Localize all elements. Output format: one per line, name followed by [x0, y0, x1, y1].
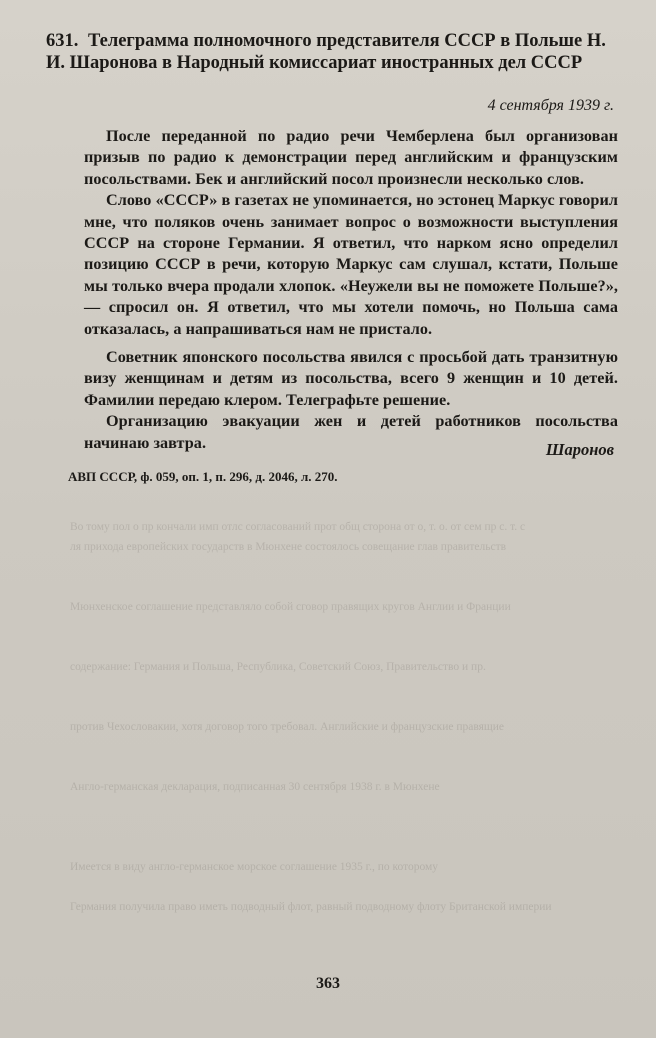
bleed-through-text: Имеется в виду англо-германское морское соглашение 1935 г., по которому	[70, 861, 439, 873]
paragraph: Организацию эвакуации жен и детей работников посольства начинаю завтра.	[84, 412, 618, 452]
document-date: 4 сентября 1939 г.	[487, 97, 614, 114]
document-body	[84, 126, 618, 454]
paragraph: После переданной по радио речи Чемберлена был организован призыв по радио к демонстрации перед английским и французским посольствами. Бек и английский посол произнесли несколько слов.	[84, 127, 618, 188]
paragraph: Слово «СССР» в газетах не упоминается, но эстонец Маркус говорил мне, что поляков очень занимает вопрос о возможности выступления СССР на стороне Германии. Я ответил, что нарком ясно определил позицию СССР в речи, которую Маркус сам слушал, кстати, Польше мы только вчера продали хлопок. «Неужели вы не поможете Польше?»,— спросил он. Я ответил, что мы хотели помочь, но Польша сама отказалась, а напрашиваться нам не пристало.	[84, 191, 618, 338]
bleed-through-text: Во тому пол о пр кончали имп отлс согласований прот общ сторона от о, т. о. от сем пр с. т. с	[70, 521, 526, 533]
bleed-through-text: ля прихода европейских государств в Мюнхене состоялось совещание глав правительств	[70, 541, 507, 553]
bleed-through-text: Мюнхенское соглашение представляло собой сговор правящих кругов Англии и Франции	[70, 601, 511, 613]
document-header	[46, 30, 626, 74]
archive-source: АВП СССР, ф. 059, оп. 1, п. 296, д. 2046, л. 270.	[68, 469, 338, 484]
bleed-through-text: против Чехословакии, хотя договор того требовал. Английские и французские правящие	[70, 721, 505, 733]
signature: Шаронов	[545, 440, 614, 459]
paragraph: Советник японского посольства явился с просьбой дать транзитную визу женщинам и детям из посольства, всего 9 женщин и 10 детей. Фамилии передаю клером. Телеграфьте решение.	[84, 348, 618, 409]
page-number: 363	[316, 975, 340, 992]
bleed-through-text: содержание: Германия и Польша, Республика, Советский Союз, Правительство и пр.	[70, 661, 486, 673]
document-title: Телеграмма полномочного представителя СССР в Польше Н. И. Шаронова в Народный комиссариат иностранных дел СССР	[46, 31, 606, 73]
bleed-through-text: Англо-германская декларация, подписанная 30 сентября 1938 г. в Мюнхене	[70, 781, 440, 793]
document-number: 631.	[46, 31, 79, 51]
bleed-through-text: Германия получила право иметь подводный флот, равный подводному флоту Британской империи	[70, 901, 552, 913]
